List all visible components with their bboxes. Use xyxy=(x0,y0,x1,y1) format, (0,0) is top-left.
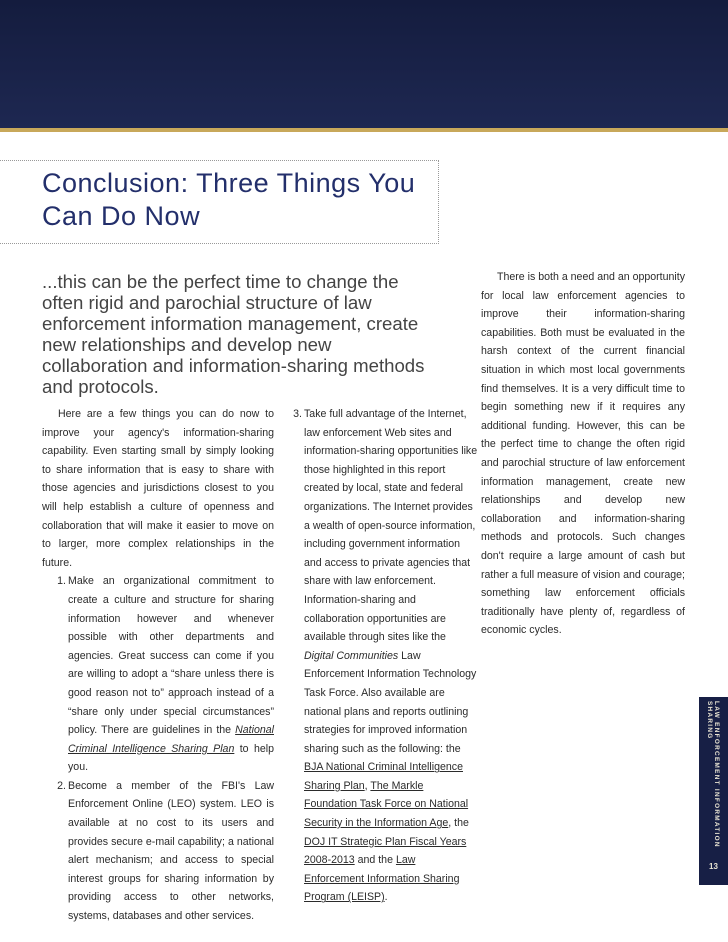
list-item-3 xyxy=(278,405,478,907)
column-middle xyxy=(278,405,478,907)
pull-quote: ...this can be the perfect time to change the often rigid and parochial structure of law enforcement information management, create new relationships and develop new collaboration and information-sharing methods and protocols. xyxy=(42,271,425,397)
column-left xyxy=(42,405,274,926)
list-number: 1. xyxy=(57,575,66,588)
bja-link[interactable]: BJA National Criminal Intelligence Sharing Plan xyxy=(304,761,463,792)
italic-text: Digital Communities xyxy=(304,649,399,662)
list-item-1 xyxy=(42,572,274,777)
markle-link[interactable]: The Markle Foundation Task Force on National Security in the Information Age xyxy=(304,779,469,830)
leisp-link[interactable]: Law Enforcement Information Sharing Program (LEISP) xyxy=(304,854,460,904)
page-number: 13 xyxy=(709,862,718,871)
header-accent-line xyxy=(0,128,728,132)
separator-text: and the xyxy=(357,854,393,867)
list-text: Take full advantage of the Internet, law enforcement Web sites and information-sharing opportunities like those highlighted in this report created by local, state and federal organizations. The Internet provides a wealth of open-source information, including government information and access to private agencies that share with law enforcement. Information-sharing and collaboration opportunities are available through sites like the xyxy=(304,408,478,644)
list-text: Make an organizational commitment to create a culture and structure for sharing information however and whenever possible with other departments and agencies. Great success can come if you are willing to adopt a “share unless there is good reason not to” approach instead of a “share only under special circumstances” policy. There are guidelines in the xyxy=(68,575,274,737)
list-item-2 xyxy=(42,777,274,926)
conclusion-paragraph: There is both a need and an opportunity for local law enforcement agencies to improve their information-sharing capabilities. Both must be evaluated in the harsh context of the current financial situation in which most local governments find themselves. It is a very difficult time to begin something new if it requires any additional funding. However, this can be the perfect time to change the often rigid and parochial structure of law enforcement information management, create new relationships and develop new collaboration and information-sharing methods and protocols. Such changes don't require a large amount of cash but rather a full measure of vision and courage; something law enforcement officials traditionally have plenty of, regardless of economic cycles. xyxy=(481,271,685,637)
page-title: Conclusion: Three Things You Can Do Now xyxy=(42,168,416,231)
list-text: Law Enforcement Information Technology Task Force. Also available are national plans and reports outlining strategies for improved information sharing such as the following: the xyxy=(304,649,477,755)
end-text: . xyxy=(384,891,388,904)
column-right xyxy=(481,268,685,640)
list-text: to help you. xyxy=(68,742,274,774)
separator-text: , xyxy=(364,779,368,792)
intro-paragraph: Here are a few things you can do now to improve your agency's information-sharing capability. Even starting small by simply looking to share information that is easy to share with those agencies and jurisdictions closest to you will help establish a culture of openness and collaboration that will make it easier to move on to larger, more complex relationships in the future. xyxy=(42,408,274,569)
sidebar-label: LAW ENFORCEMENT INFORMATION SHARING xyxy=(706,701,720,848)
header-band xyxy=(0,0,728,132)
list-number: 2. xyxy=(57,779,66,792)
list-number: 3. xyxy=(293,408,302,420)
doj-link[interactable]: DOJ IT Strategic Plan Fiscal Years 2008-2013 xyxy=(304,835,467,867)
list-text: Become a member of the FBI's Law Enforcement Online (LEO) system. LEO is available at no cost to its users and provides secure e-mail capability; a national alert mechanism; and access to special interest groups for sharing information by providing access to other networks, systems, databases and other services. xyxy=(68,779,274,923)
plan-link[interactable]: National Criminal Intelligence Sharing Plan xyxy=(68,724,274,755)
separator-text: , the xyxy=(448,817,469,830)
